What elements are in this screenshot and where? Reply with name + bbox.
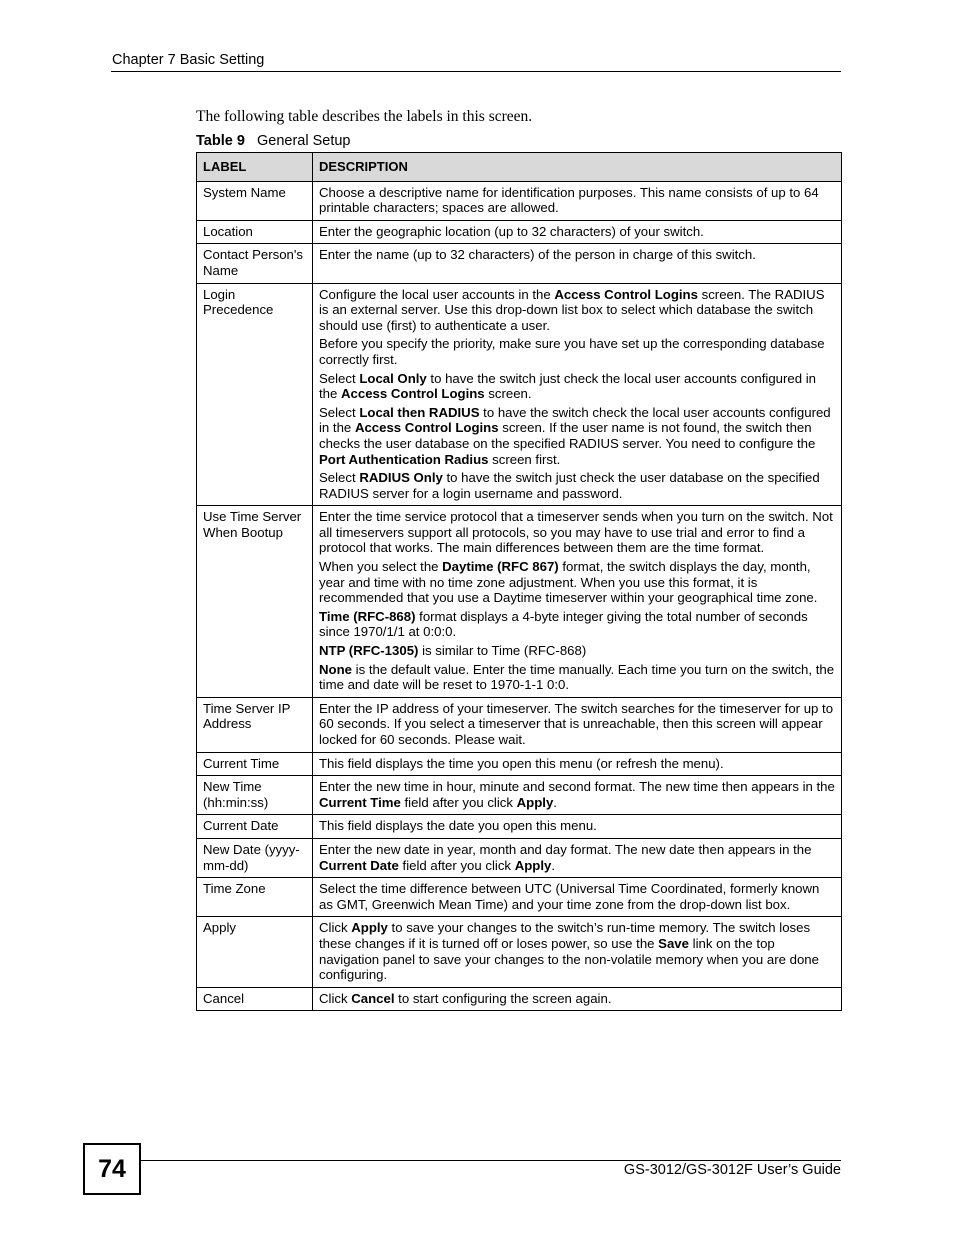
description-text: to have the switch just check the local user accounts configured in the: [319, 370, 816, 402]
bold-term: Local then RADIUS: [359, 404, 480, 420]
bold-term: Access Control Logins: [341, 386, 485, 402]
description-text: Enter the new time in hour, minute and second format. The new time then appears in the: [319, 779, 835, 795]
description-paragraph: [319, 405, 835, 467]
bold-term: RADIUS Only: [359, 470, 443, 486]
description-paragraph: [319, 247, 835, 263]
guide-title: GS-3012/GS-3012F User’s Guide: [623, 1162, 841, 1178]
row-label: Apply: [197, 917, 313, 987]
bold-term: None: [319, 661, 352, 677]
description-paragraph: [319, 470, 835, 501]
description-paragraph: [319, 818, 835, 834]
description-text: When you select the: [319, 559, 443, 575]
table-row: [197, 917, 842, 987]
table-number: Table 9: [196, 133, 245, 149]
bold-term: Apply: [351, 920, 388, 936]
table-row: [197, 697, 842, 752]
description-paragraph: [319, 701, 835, 748]
description-text: screen first.: [488, 451, 561, 467]
description-text: to have the switch just check the user database on the specified RADIUS server for a login username and password.: [319, 470, 820, 501]
intro-text: The following table describes the labels in this screen.: [196, 108, 533, 125]
table-row: [197, 838, 842, 877]
row-label: Contact Person's Name: [197, 244, 313, 283]
row-description: [313, 752, 842, 776]
row-label: Time Server IP Address: [197, 697, 313, 752]
table-row: [197, 987, 842, 1011]
header-divider: [111, 71, 841, 72]
description-text: Select: [319, 404, 360, 420]
description-paragraph: [319, 779, 835, 810]
table-caption: [196, 133, 351, 149]
table-row: [197, 815, 842, 839]
description-text: Before you specify the priority, make sure you have set up the corresponding database correctly first.: [319, 336, 825, 367]
bold-term: Current Date: [319, 857, 399, 873]
description-paragraph: [319, 881, 835, 912]
table-row: [197, 283, 842, 506]
description-text: format displays a 4-byte integer giving the total number of seconds since 1970/1/1 at 0:0:0.: [319, 608, 808, 640]
description-paragraph: [319, 224, 835, 240]
bold-term: Apply: [514, 857, 552, 873]
description-paragraph: [319, 920, 835, 982]
description-paragraph: [319, 643, 835, 659]
row-label: Cancel: [197, 987, 313, 1011]
description-paragraph: [319, 559, 835, 606]
footer-divider: [140, 1160, 841, 1161]
description-text: Click: [319, 920, 352, 936]
general-setup-table: [196, 152, 842, 1011]
description-text: screen.: [484, 386, 532, 402]
row-description: [313, 697, 842, 752]
description-text: Select: [319, 470, 360, 486]
table-row: [197, 752, 842, 776]
description-paragraph: [319, 287, 835, 334]
row-description: [313, 917, 842, 987]
description-text: is similar to Time (RFC-868): [418, 643, 587, 659]
bold-term: Access Control Logins: [354, 420, 499, 436]
table-row: [197, 181, 842, 220]
bold-term: Apply: [516, 794, 554, 810]
description-text: to start configuring the screen again.: [394, 990, 612, 1006]
row-description: [313, 878, 842, 917]
page-number: 74: [83, 1143, 141, 1195]
row-description: [313, 181, 842, 220]
description-text: Select the time difference between UTC (Universal Time Coordinated, formerly known as GMT, Greenwich Mean Time) and your time zone from the drop-down list box.: [319, 881, 820, 912]
description-text: screen. The RADIUS is an external server. Use this drop-down list box to select which database the switch should use (first) to authenticate a user.: [319, 286, 825, 333]
description-paragraph: [319, 609, 835, 640]
description-paragraph: [319, 185, 835, 216]
description-text: Enter the name (up to 32 characters) of the person in charge of this switch.: [319, 247, 756, 263]
description-text: screen. If the user name is not found, the switch then checks the user database on the specified RADIUS server. You need to configure the: [319, 420, 816, 451]
description-text: field after you click: [398, 857, 515, 873]
row-description: [313, 815, 842, 839]
row-label: Current Date: [197, 815, 313, 839]
description-text: Configure the local user accounts in the: [319, 286, 555, 302]
description-text: field after you click: [400, 794, 517, 810]
table-row: [197, 878, 842, 917]
row-description: [313, 283, 842, 506]
description-paragraph: [319, 842, 835, 873]
description-text: Enter the IP address of your timeserver. The switch searches for the timeserver for up to 60 seconds. If you select a timeserver that is unreachable, then this screen will appear locked for 60 seconds. Please wait.: [319, 700, 834, 747]
row-label: Time Zone: [197, 878, 313, 917]
row-label: Use Time Server When Bootup: [197, 506, 313, 698]
bold-term: Save: [658, 935, 689, 951]
bold-term: Access Control Logins: [554, 286, 698, 302]
description-text: This field displays the time you open this menu (or refresh the menu).: [319, 755, 724, 771]
description-text: Choose a descriptive name for identification purposes. This name consists of up to 64 printable characters; spaces are allowed.: [319, 184, 819, 216]
description-text: link on the top navigation panel to save your changes to the non-volatile memory when you are done configuring.: [319, 935, 819, 983]
description-text: Enter the new date in year, month and day format. The new date then appears in the: [319, 841, 812, 857]
row-label: New Date (yyyy-mm-dd): [197, 838, 313, 877]
row-description: [313, 838, 842, 877]
description-text: Enter the time service protocol that a timeserver sends when you turn on the switch. Not all timeservers support all protocols, so you may have to use trial and error to find a protocol that works. The main differences between them are the time format.: [319, 509, 833, 556]
description-text: .: [553, 794, 557, 810]
description-text: to save your changes to the switch’s run-time memory. The switch loses these changes if it is turned off or loses power, so use the: [319, 920, 811, 951]
bold-term: Time (RFC-868): [319, 608, 416, 624]
bold-term: Cancel: [351, 990, 395, 1006]
bold-term: Daytime (RFC 867): [442, 559, 559, 575]
table-row: [197, 506, 842, 698]
table-row: [197, 220, 842, 244]
description-paragraph: [319, 336, 835, 367]
row-description: [313, 506, 842, 698]
table-header-row: [197, 153, 842, 182]
row-description: [313, 220, 842, 244]
table-body: [197, 181, 842, 1011]
bold-term: Current Time: [319, 794, 401, 810]
description-paragraph: [319, 371, 835, 402]
description-paragraph: [319, 509, 835, 556]
description-text: Click: [319, 990, 352, 1006]
description-text: Enter the geographic location (up to 32 characters) of your switch.: [319, 223, 704, 239]
description-column-header: DESCRIPTION: [313, 153, 842, 182]
row-label: System Name: [197, 181, 313, 220]
chapter-header: Chapter 7 Basic Setting: [112, 52, 265, 68]
table-row: [197, 244, 842, 283]
bold-term: NTP (RFC-1305): [319, 643, 419, 659]
bold-term: Port Authentication Radius: [319, 451, 489, 467]
row-label: Location: [197, 220, 313, 244]
description-paragraph: [319, 991, 835, 1007]
row-description: [313, 244, 842, 283]
description-text: This field displays the date you open this menu.: [319, 818, 597, 834]
row-label: Current Time: [197, 752, 313, 776]
description-paragraph: [319, 756, 835, 772]
table-title: General Setup: [256, 133, 351, 149]
description-text: to have the switch check the local user accounts configured in the: [319, 404, 831, 436]
description-paragraph: [319, 662, 835, 693]
description-text: Select: [319, 370, 360, 386]
row-description: [313, 987, 842, 1011]
description-text: .: [551, 857, 555, 873]
description-text: format, the switch displays the day, month, year and time with no time zone adjustment. When you use this format, it is recommended that you use a Daytime timeserver within your geographical time zone.: [319, 559, 818, 606]
table-row: [197, 776, 842, 815]
row-label: New Time (hh:min:ss): [197, 776, 313, 815]
row-description: [313, 776, 842, 815]
label-column-header: LABEL: [197, 153, 313, 182]
description-text: is the default value. Enter the time manually. Each time you turn on the switch, the time and date will be reset to 1970-1-1 0:0.: [319, 661, 835, 693]
row-label: Login Precedence: [197, 283, 313, 506]
bold-term: Local Only: [359, 370, 427, 386]
